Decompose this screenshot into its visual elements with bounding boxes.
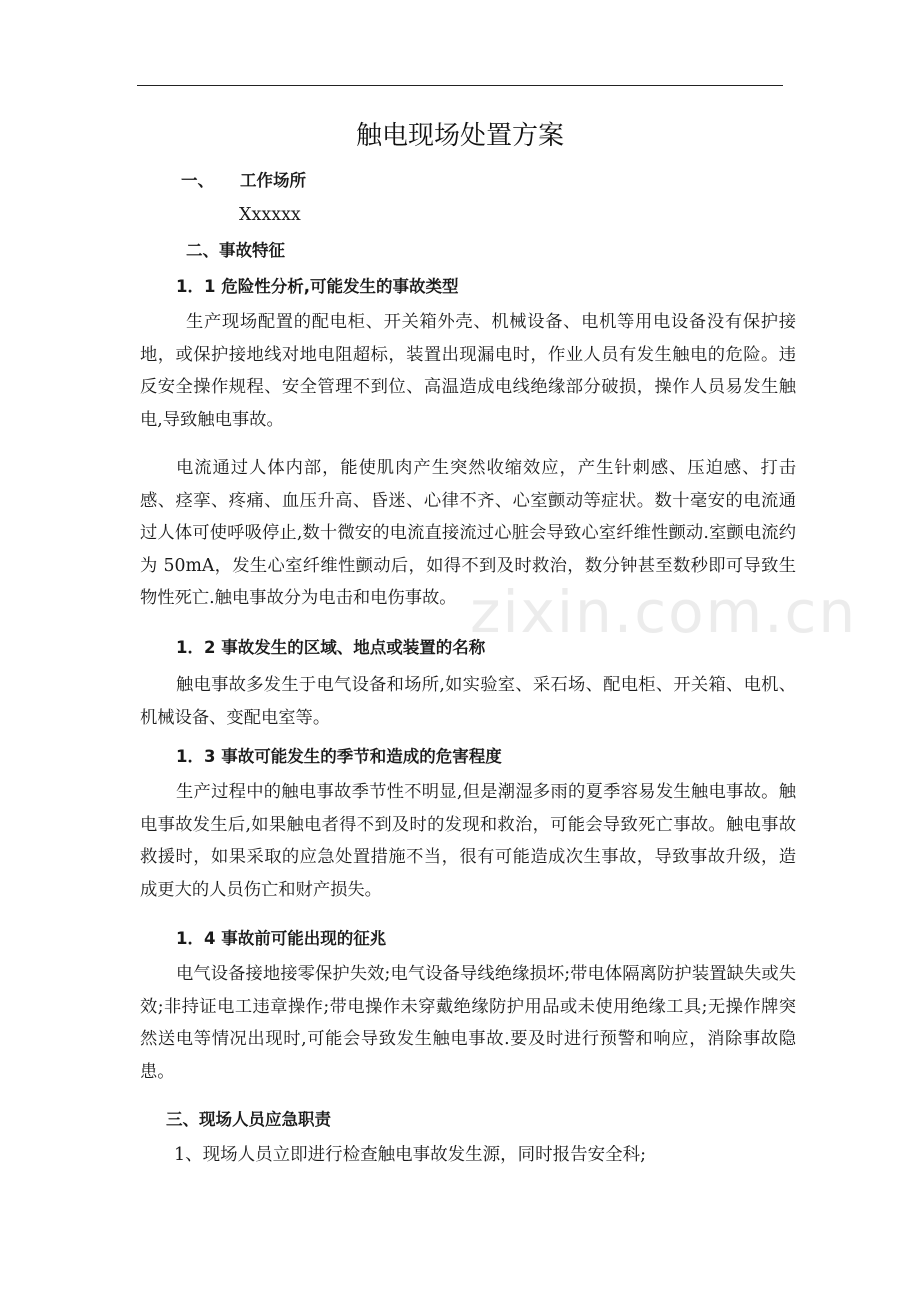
section1-heading: 工作场所 (240, 171, 306, 190)
document-title: 触电现场处置方案 (355, 121, 564, 151)
subsection-1-1-paragraph-2: 电流通过人体内部，能使肌肉产生突然收缩效应，产生针刺感、压迫感、打击感、痉挛、疼痛、血压升高、昏迷、心律不齐、心室颤动等症状。数十毫安的电流通过人体可使呼吸停止,数十微安的电流直接流过心脏会导致心室纤维性颤动.室颤电流约为 50mA，发生心室纤维性颤动后，如得不到及时救治，数分钟甚至数秒即可导致生物性死亡.触电事故分为电击和电伤事故。 (140, 458, 796, 608)
section1-value: Xxxxxx (239, 205, 301, 225)
header-rule (137, 85, 783, 86)
subsection-1-2-paragraph: 触电事故多发生于电气设备和场所,如实验室、采石场、配电柜、开关箱、电机、机械设备、变配电室等。 (140, 675, 796, 728)
section1-number: 一、 (181, 171, 214, 190)
subsection-1-1-heading: 1．1 危险性分析,可能发生的事故类型 (176, 277, 459, 296)
subsection-1-4-heading: 1．4 事故前可能出现的征兆 (176, 929, 387, 948)
section3-heading: 三、现场人员应急职责 (166, 1110, 331, 1129)
subsection-1-2-heading: 1．2 事故发生的区域、地点或装置的名称 (176, 638, 486, 657)
section2-heading: 二、事故特征 (186, 241, 285, 260)
watermark: zixin.com.cn (470, 578, 858, 646)
subsection-1-3-heading: 1．3 事故可能发生的季节和造成的危害程度 (176, 747, 502, 766)
subsection-1-4-paragraph: 电气设备接地接零保护失效;电气设备导线绝缘损坏;带电体隔离防护装置缺失或失效;非持证电工违章操作;带电操作未穿戴绝缘防护用品或未使用绝缘工具;无操作牌突然送电等情况出现时,可能会导致发生触电事故.要及时进行预警和响应，消除事故隐患。 (140, 964, 796, 1082)
section3-item-1: 1、现场人员立即进行检查触电事故发生源，同时报告安全科; (174, 1145, 647, 1165)
subsection-1-3-paragraph: 生产过程中的触电事故季节性不明显,但是潮湿多雨的夏季容易发生触电事故。触电事故发生后,如果触电者得不到及时的发现和救治，可能会导致死亡事故。触电事故救援时，如果采取的应急处置措施不当，很有可能造成次生事故，导致事故升级，造成更大的人员伤亡和财产损失。 (140, 782, 796, 900)
subsection-1-1-paragraph-1: 生产现场配置的配电柜、开关箱外壳、机械设备、电机等用电设备没有保护接地，或保护接地线对地电阻超标，装置出现漏电时，作业人员有发生触电的危险。违反安全操作规程、安全管理不到位、高温造成电线绝缘部分破损，操作人员易发生触电,导致触电事故。 (140, 312, 796, 430)
